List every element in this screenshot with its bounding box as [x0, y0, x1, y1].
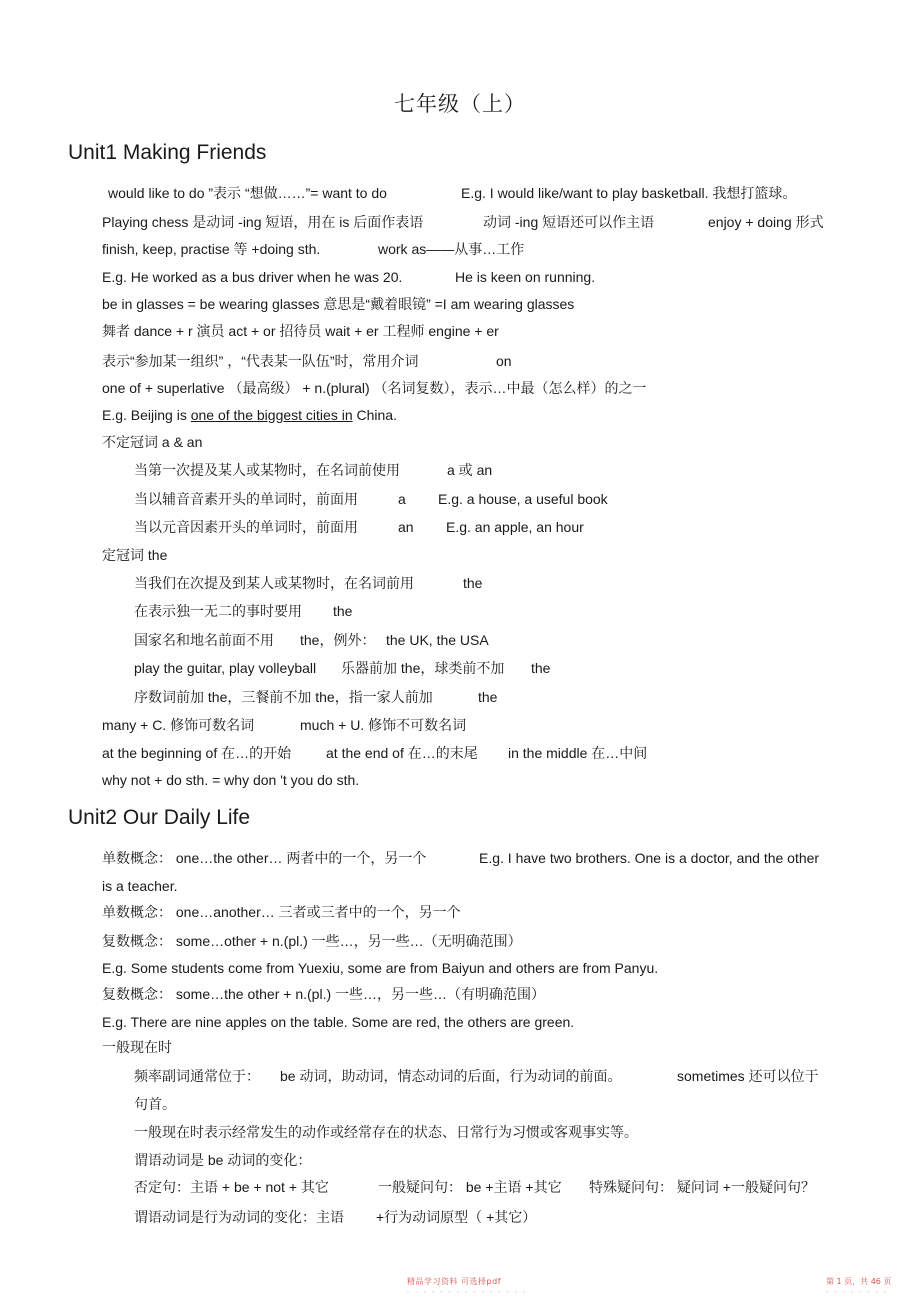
unit1-line-6: 舞者 dance + r 演员 act + or 招待员 wait + er 工程师 engine + er — [102, 323, 499, 339]
unit2-line-4: 复数概念： some…other + n.(pl.) 一些…，另一些…（无明确范围） — [102, 933, 522, 949]
unit2-line-2: is a teacher. — [102, 878, 178, 894]
unit2-line-3: 单数概念： one…another… 三者或三者中的一个，另一个 — [102, 904, 461, 920]
unit2-line-11: 一般现在时表示经常发生的动作或经常存在的状态、日常行为习惯或客观事实等。 — [134, 1124, 638, 1140]
unit2-line-10: 句首。 — [134, 1096, 176, 1112]
unit2-line-12: 谓语动词是 be 动词的变化： — [134, 1152, 312, 1168]
footer-dots-right: - - - - - - - - — [826, 1289, 889, 1296]
unit2-line-7: E.g. There are nine apples on the table. Some are red, the others are green. — [102, 1014, 575, 1030]
unit1-line-9: E.g. Beijing is one of the biggest cities in China. — [102, 407, 397, 423]
unit2-line-6: 复数概念： some…the other + n.(pl.) 一些…，另一些…（有明确范围） — [102, 986, 546, 1002]
unit1-heading: Unit1 Making Friends — [68, 141, 267, 164]
unit2-line-5: E.g. Some students come from Yuexiu, some are from Baiyun and others are from Panyu. — [102, 960, 659, 976]
footer-page-number: 第 1 页，共 46 页 — [826, 1277, 892, 1286]
unit2-heading: Unit2 Our Daily Life — [68, 806, 251, 829]
footer-left-note: 精品学习资料 可选择pdf — [407, 1277, 502, 1286]
unit1-line-14: 定冠词 the — [102, 547, 168, 563]
unit1-line-10: 不定冠词 a & an — [102, 434, 203, 450]
unit2-line-8: 一般现在时 — [102, 1039, 172, 1055]
page-title: 七年级（上） — [394, 92, 526, 116]
unit1-line-22: why not + do sth. = why don 't you do sth. — [102, 772, 360, 788]
unit1-line-8: one of + superlative （最高级） + n.(plural) （名词复数），表示…中最（怎么样）的之一 — [102, 380, 647, 396]
unit1-line-5: be in glasses = be wearing glasses 意思是“戴着眼镜” =I am wearing glasses — [102, 296, 575, 312]
footer-dots-left: - - - - - - - - - - - - - - - — [407, 1289, 528, 1296]
